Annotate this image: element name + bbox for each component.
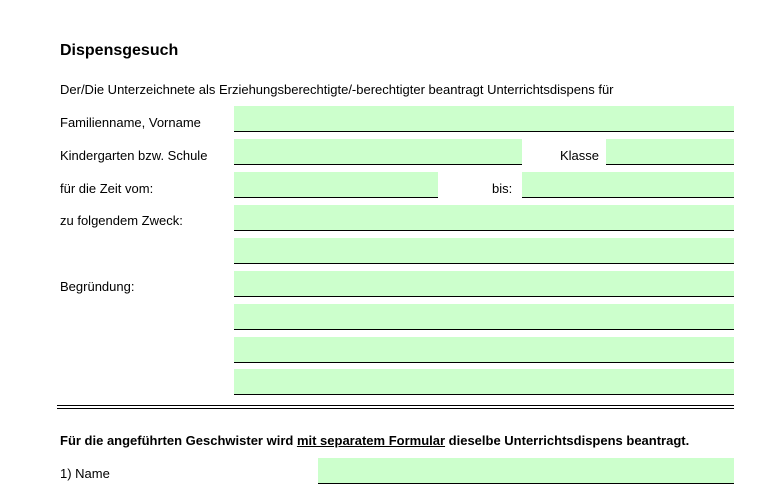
name-label: Familienname, Vorname [60, 115, 201, 130]
siblings-heading [60, 433, 689, 448]
school-label: Kindergarten bzw. Schule [60, 148, 208, 163]
sibling-1-name-field[interactable] [318, 458, 734, 484]
class-label: Klasse [560, 148, 600, 163]
name-field[interactable] [234, 106, 734, 132]
intro-text: Der/Die Unterzeichnete als Erziehungsberechtigte/-berechtigter beantragt Unterrichtsdispens für [60, 82, 614, 97]
page-title: Dispensgesuch [60, 42, 179, 59]
purpose-field-2[interactable] [234, 238, 734, 264]
from-label: für die Zeit vom: [60, 181, 154, 196]
reason-label: Begründung: [60, 279, 135, 294]
school-field[interactable] [234, 139, 522, 165]
reason-field-1[interactable] [234, 271, 734, 297]
class-field[interactable] [606, 139, 734, 165]
reason-field-3[interactable] [234, 337, 734, 363]
purpose-field-1[interactable] [234, 205, 734, 231]
sibling-1-label: 1) Name [60, 466, 110, 481]
reason-field-2[interactable] [234, 304, 734, 330]
section-divider [57, 405, 734, 409]
purpose-label: zu folgendem Zweck: [60, 213, 183, 228]
reason-field-4[interactable] [234, 369, 734, 395]
from-date-field[interactable] [234, 172, 438, 198]
siblings-heading-part2: dieselbe Unterrichtsdispens beantragt. [445, 433, 690, 448]
to-label: bis: [492, 181, 513, 196]
to-date-field[interactable] [522, 172, 734, 198]
separate-form-link: mit separatem Formular [296, 433, 446, 448]
siblings-heading-part1: Für die angeführten Geschwister wird [60, 433, 297, 448]
